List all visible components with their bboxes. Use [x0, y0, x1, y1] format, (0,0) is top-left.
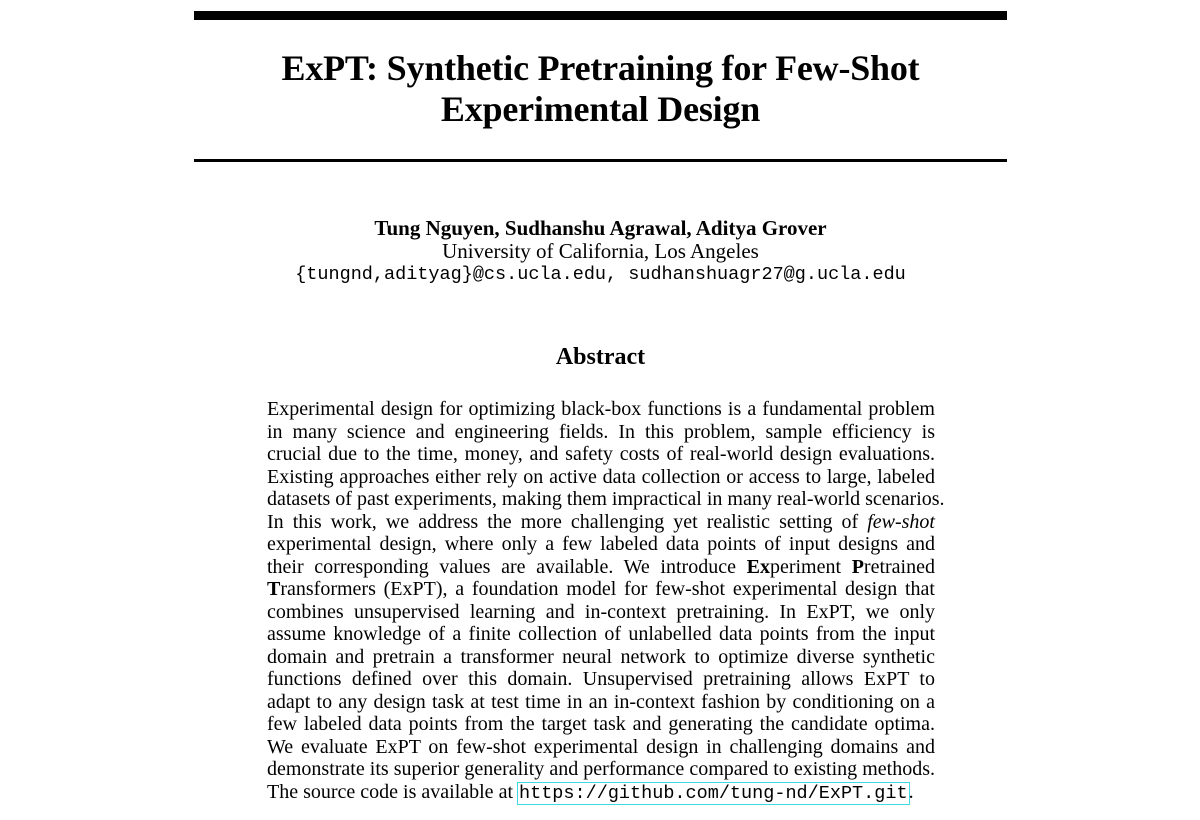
abstract-text: domain and pretrain a transformer neural network to optimize diverse synthetic: [267, 645, 935, 668]
title-line-2: Experimental Design: [440, 89, 761, 129]
abstract-line: [267, 691, 935, 714]
abstract-line: [267, 443, 935, 466]
abstract-text: in many science and engineering fields. In this problem, sample efficiency is: [267, 420, 935, 443]
abstract-line: [267, 623, 935, 646]
title-line-1: ExPT: Synthetic Pretraining for Few-Shot: [281, 48, 920, 88]
abstract-text: demonstrate its superior generality and performance compared to existing methods.: [267, 758, 935, 780]
abstract-line: [267, 781, 935, 804]
abstract-line: [267, 578, 935, 601]
abstract-text: Existing approaches either rely on active data collection or access to large, labeled: [267, 465, 935, 488]
abstract-text: their corresponding values are available. We introduce: [267, 555, 747, 578]
abstract-line: [267, 466, 935, 489]
abstract-text: combines unsupervised learning and in-context pretraining. In ExPT, we only: [267, 600, 935, 623]
abstract-text: periment: [769, 555, 852, 578]
abstract-body: [267, 398, 945, 804]
abstract-line: [267, 646, 935, 669]
abstract-text: retrained: [863, 555, 935, 578]
abstract-text: datasets of past experiments, making them impractical in many real-world scenarios.: [267, 488, 945, 510]
abstract-text: In this work, we address the more challenging yet realistic setting of: [267, 510, 868, 533]
author-names: Tung Nguyen, Sudhanshu Agrawal, Aditya Grover: [374, 216, 827, 240]
acronym-letter-ex: Ex: [746, 555, 770, 578]
abstract-line: [267, 758, 935, 781]
abstract-text: assume knowledge of a finite collection of unlabelled data points from the input: [267, 623, 935, 645]
source-code-link[interactable]: https://github.com/tung-nd/ExPT.git: [519, 782, 908, 804]
acronym-letter-t: T: [267, 578, 281, 600]
abstract-text: ransformers (ExPT), a foundation model for few-shot experimental design that: [280, 578, 935, 600]
abstract-text: adapt to any design task at test time in an in-context fashion by conditioning on a: [267, 690, 935, 713]
emphasis-few-shot: few-shot: [867, 510, 935, 533]
abstract-line: [267, 488, 945, 511]
abstract-text: The source code is available at: [267, 780, 518, 803]
abstract-line: [267, 736, 935, 759]
abstract-line: [267, 533, 935, 556]
author-block: [194, 217, 1007, 286]
abstract-text: We evaluate ExPT on few-shot experimental design in challenging domains and: [267, 735, 935, 758]
abstract-line: [267, 398, 935, 421]
abstract-line: [267, 511, 935, 534]
abstract-text: few labeled data points from the target task and generating the candidate optima.: [267, 713, 935, 735]
abstract-line: [267, 421, 935, 444]
abstract-line: [267, 713, 935, 736]
abstract-text: experimental design, where only a few labeled data points of input designs and: [267, 533, 935, 555]
abstract-text: crucial due to the time, money, and safety costs of real-world design evaluations.: [267, 443, 935, 465]
abstract-text: Experimental design for optimizing black-box functions is a fundamental problem: [267, 398, 935, 420]
abstract-line: [267, 556, 935, 579]
abstract-text: functions defined over this domain. Unsupervised pretraining allows ExPT to: [267, 668, 935, 690]
author-affiliation: University of California, Los Angeles: [442, 239, 759, 263]
abstract-line: [267, 601, 935, 624]
acronym-letter-p: P: [851, 555, 864, 578]
author-emails: {tungnd,adityag}@cs.ucla.edu, sudhanshuagr27@g.ucla.edu: [295, 264, 906, 285]
top-rule: [194, 11, 1007, 20]
abstract-text: .: [908, 780, 914, 803]
title-bottom-rule: [194, 159, 1007, 162]
paper-title: [194, 48, 1007, 130]
abstract-line: [267, 668, 935, 691]
abstract-heading: Abstract: [555, 344, 646, 370]
